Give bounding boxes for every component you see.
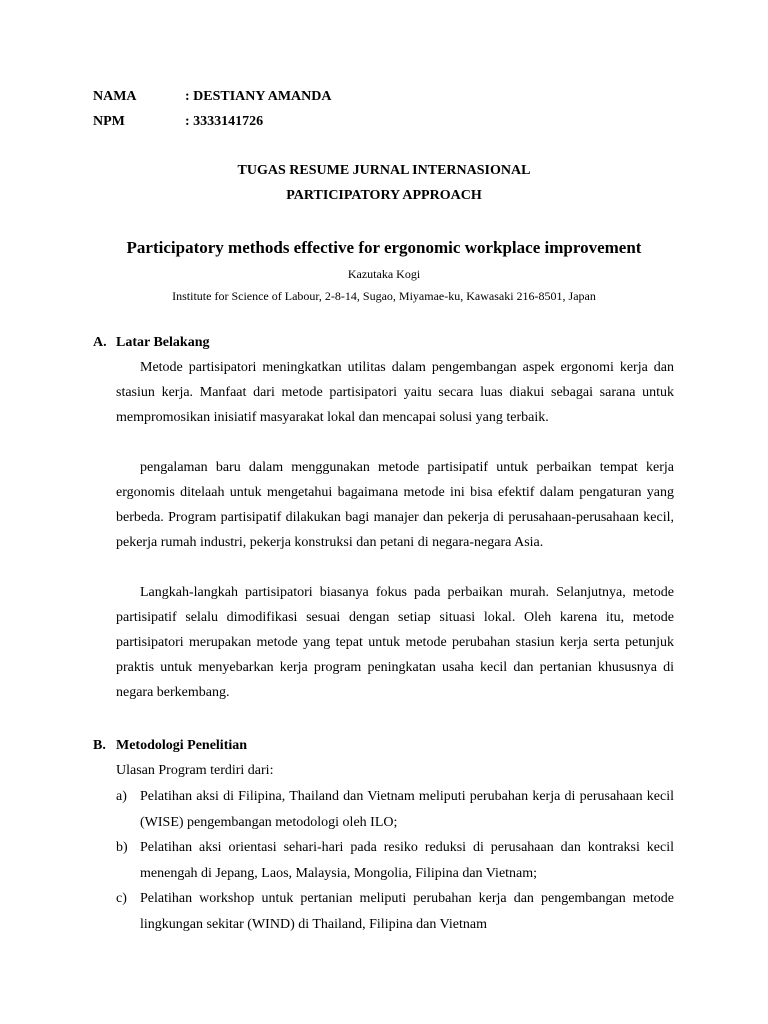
name-value: : DESTIANY AMANDA — [185, 89, 332, 104]
section-a-letter: A. — [93, 335, 107, 350]
list-marker: a) — [116, 789, 127, 804]
section-a-paragraph-1: Metode partisipatori meningkatkan utilitas dalam pengembangan aspek ergonomi kerja dan stasiun kerja. Manfaat dari metode partisipatori yaitu secara luas diakui sebagai sarana untuk mempromosikan inisiatif masyarakat lokal dan mencapai solusi yang terbaik. — [116, 360, 674, 426]
npm-label: NPM — [93, 114, 125, 129]
assignment-title: TUGAS RESUME JURNAL INTERNASIONAL — [237, 163, 531, 178]
list-item-text: Pelatihan aksi di Filipina, Thailand dan Vietnam meliputi perubahan kerja di perusahaan kecil (WISE) pengembangan metodologi oleh ILO; — [140, 789, 674, 830]
name-row — [93, 89, 332, 105]
list-item — [116, 835, 674, 886]
npm-row — [93, 114, 263, 130]
list-item-text: Pelatihan workshop untuk pertanian meliputi perubahan kerja dan pengembangan metode lingkungan sekitar (WIND) di Thailand, Filipina dan Vietnam — [140, 891, 674, 932]
section-a-title: Latar Belakang — [116, 335, 210, 350]
name-label: NAMA — [93, 89, 137, 104]
list-item-text: Pelatihan aksi orientasi sehari-hari pada resiko reduksi di perusahaan dan kontraksi kecil menengah di Jepang, Laos, Malaysia, Mongolia, Filipina dan Vietnam; — [140, 840, 674, 881]
paper-affiliation: Institute for Science of Labour, 2-8-14, Sugao, Miyamae-ku, Kawasaki 216-8501, Japan — [172, 289, 596, 303]
list-marker: c) — [116, 891, 127, 906]
list-marker: b) — [116, 840, 128, 855]
list-item — [116, 784, 674, 835]
section-b-intro: Ulasan Program terdiri dari: — [116, 763, 274, 778]
list-item — [116, 886, 674, 937]
section-a-heading — [93, 335, 209, 351]
section-b-letter: B. — [93, 738, 106, 753]
section-a-paragraph-3: Langkah-langkah partisipatori biasanya fokus pada perbaikan murah. Selanjutnya, metode partisipatif selalu dimodifikasi sesuai dengan setiap situasi lokal. Oleh karena itu, metode partisipatori merupakan metode yang tepat untuk metode perubahan stasiun kerja serta petunjuk praktis untuk menyebarkan kerja program peningkatan usaha kecil dan pertanian khususnya di negara berkembang. — [116, 585, 674, 701]
paper-author: Kazutaka Kogi — [347, 267, 421, 281]
paper-title: Participatory methods effective for ergonomic workplace improvement — [126, 238, 642, 257]
assignment-subtitle: PARTICIPATORY APPROACH — [286, 188, 482, 203]
section-b-title: Metodologi Penelitian — [116, 738, 248, 753]
section-b-heading — [93, 738, 247, 754]
npm-value: : 3333141726 — [185, 114, 264, 129]
section-a-paragraph-2: pengalaman baru dalam menggunakan metode partisipatif untuk perbaikan tempat kerja ergonomis ditelaah untuk mengetahui bagaimana metode ini bisa efektif dalam pengaturan yang berbeda. Program partisipatif dilakukan bagi manajer dan pekerja di perusahaan-perusahaan kecil, pekerja rumah industri, pekerja konstruksi dan petani di negara-negara Asia. — [116, 460, 674, 551]
